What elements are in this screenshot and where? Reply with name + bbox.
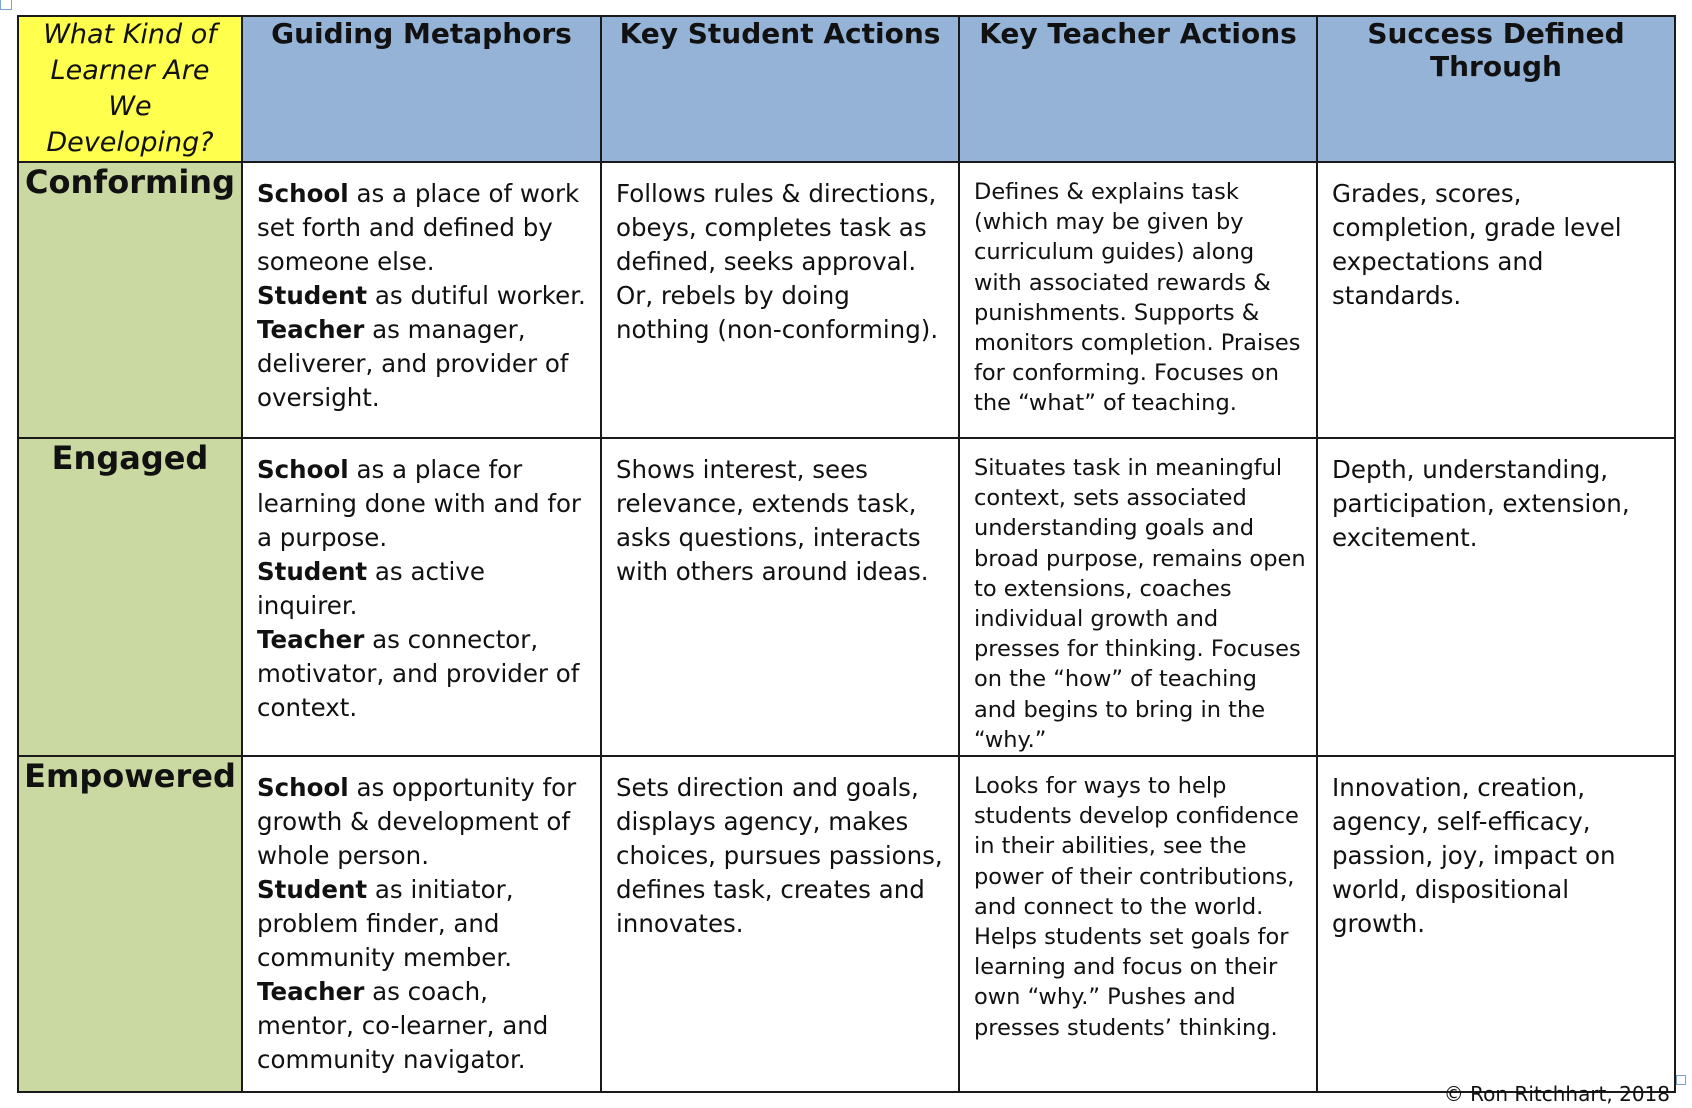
metaphor-description: as manager, deliverer, and provider of oversight. [257,315,569,412]
metaphor-role-label: Teacher [257,625,365,654]
metaphor-description: as dutiful worker. [367,281,586,310]
metaphor-school [257,177,590,279]
metaphor-description: as connector, motivator, and provider of context. [257,625,580,722]
metaphor-description: as opportunity for growth & development of whole person. [257,773,577,871]
metaphor-teacher [257,623,590,725]
table-row-empowered [18,756,1675,1092]
metaphor-description: as coach, mentor, co-learner, and community navigator. [257,977,549,1075]
metaphor-role-label: Teacher [257,977,365,1007]
success-cell: Innovation, creation, agency, self-efficacy, passion, joy, impact on world, dispositional growth. [1317,756,1675,1092]
success-cell: Grades, scores, completion, grade level expectations and standards. [1317,162,1675,438]
metaphor-role-label: Teacher [257,315,365,344]
metaphor-student [257,555,590,623]
metaphors-cell [242,756,601,1092]
column-header-key-student-actions: Key Student Actions [601,16,959,162]
metaphor-role-label: School [257,179,349,208]
metaphor-description: as initiator, problem finder, and community member. [257,875,514,973]
metaphor-role-label: Student [257,557,368,586]
anchor-mark-icon [0,0,12,10]
metaphor-description: as a place for learning done with and for a purpose. [257,455,582,552]
column-header-key-teacher-actions: Key Teacher Actions [959,16,1317,162]
teacher-actions-cell: Defines & explains task (which may be given by curriculum guides) along with associated rewards & punishments. Supports & monitors completion. Praises for conforming. Focuses on the “what” of teaching. [959,162,1317,438]
column-header-guiding-metaphors: Guiding Metaphors [242,16,601,162]
copyright-footer: © Ron Ritchhart, 2018 [1443,1082,1670,1106]
teacher-actions-cell: Looks for ways to help students develop confidence in their abilities, see the power of their contributions, and connect to the world. Helps students set goals for learning and focus on their own “why.” Pushes and presses students’ thinking. [959,756,1317,1092]
metaphor-teacher [257,975,590,1077]
metaphor-description: as active inquirer. [257,557,485,620]
column-header-success-defined-through: Success Defined Through [1317,16,1675,162]
metaphor-role-label: Student [257,875,368,905]
student-actions-cell: Shows interest, sees relevance, extends task, asks questions, interacts with others around ideas. [601,438,959,756]
student-actions-cell: Sets direction and goals, displays agency, makes choices, pursues passions, defines task, creates and innovates. [601,756,959,1092]
row-label-empowered: Empowered [18,756,242,1092]
metaphor-teacher [257,313,590,415]
learner-matrix-table [17,15,1676,1093]
success-cell: Depth, understanding, participation, extension, excitement. [1317,438,1675,756]
corner-label-line: What Kind of [43,19,217,50]
metaphor-student [257,873,590,975]
corner-label-line: Developing? [46,127,214,158]
metaphor-school [257,771,590,873]
corner-header-cell [18,16,242,162]
header-row [18,16,1675,162]
corner-label-line: Learner Are We [50,55,210,122]
student-actions-cell: Follows rules & directions, obeys, completes task as defined, seeks approval. Or, rebels by doing nothing (non-conforming). [601,162,959,438]
metaphors-cell [242,162,601,438]
row-label-engaged: Engaged [18,438,242,756]
metaphor-school [257,453,590,555]
metaphor-role-label: School [257,455,349,484]
table-row-conforming [18,162,1675,438]
metaphor-role-label: School [257,773,349,803]
row-label-conforming: Conforming [18,162,242,438]
metaphors-cell [242,438,601,756]
resize-handle-icon [1676,1075,1686,1085]
metaphor-description: as a place of work set forth and defined by someone else. [257,179,580,276]
teacher-actions-cell: Situates task in meaningful context, sets associated understanding goals and broad purpose, remains open to extensions, coaches individual growth and presses for thinking. Focuses on the “how” of teaching and begins to bring in the “why.” [959,438,1317,756]
metaphor-role-label: Student [257,281,368,310]
metaphor-student [257,279,590,313]
table-row-engaged [18,438,1675,756]
